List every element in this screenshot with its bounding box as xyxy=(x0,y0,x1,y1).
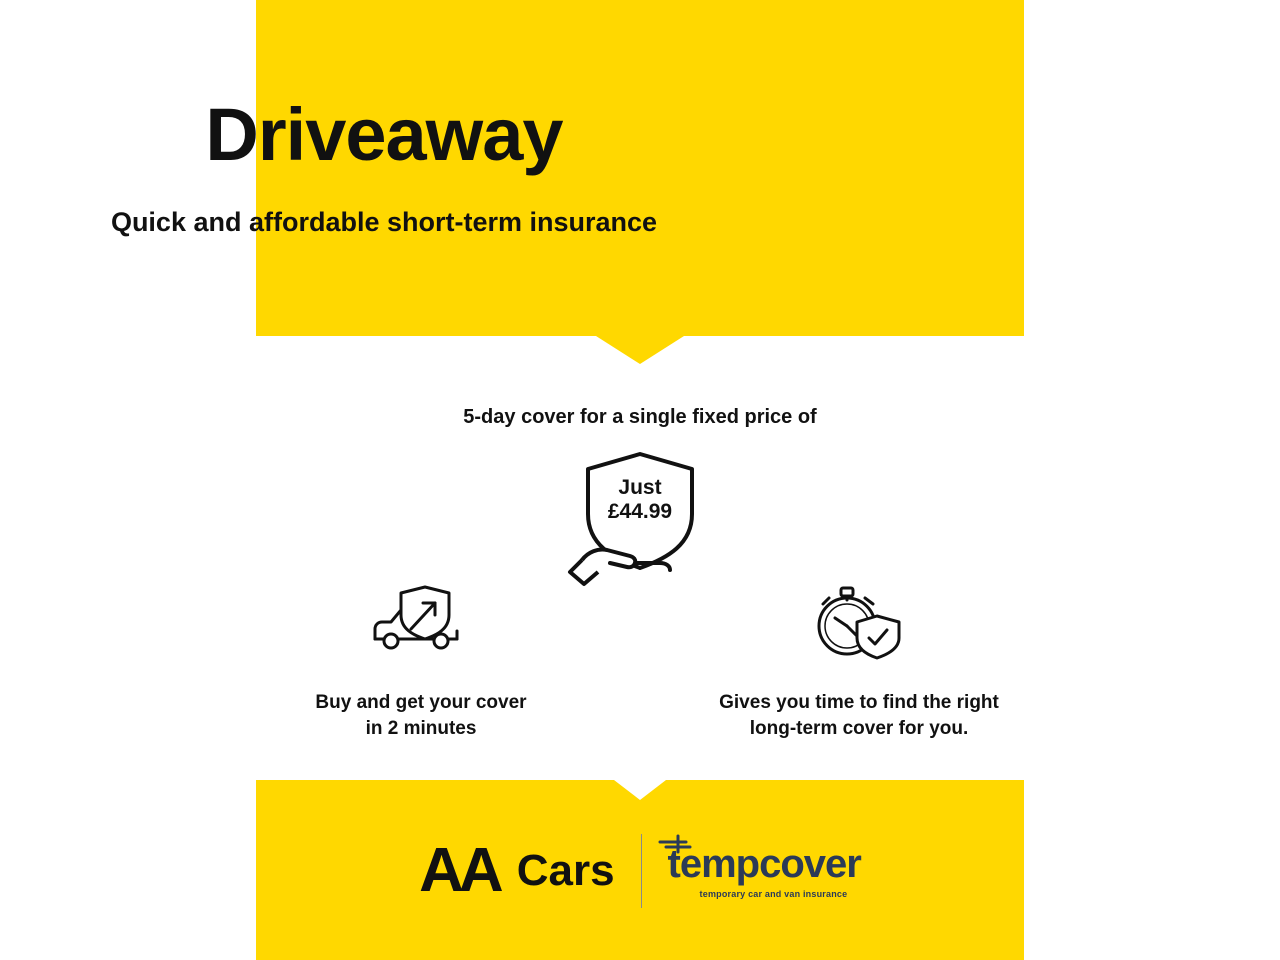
hand-holding-shield-icon xyxy=(560,448,720,588)
feature-text-line1: Buy and get your cover xyxy=(315,692,527,713)
stopwatch-check-shield-icon xyxy=(694,578,1024,664)
page-subtitle: Quick and affordable short-term insurance xyxy=(110,207,658,237)
car-shield-arrow-icon xyxy=(256,578,586,664)
feature-text xyxy=(256,690,586,741)
brand-divider xyxy=(641,834,642,908)
feature-text xyxy=(694,690,1024,741)
page-title: Driveaway xyxy=(205,93,563,176)
bottom-banner-notch xyxy=(614,780,666,800)
shield-price-label: Just xyxy=(618,476,662,499)
feature-text-line1: Gives you time to find the right xyxy=(719,692,999,713)
feature-item-buy-speed xyxy=(256,578,586,741)
feature-text-line2: in 2 minutes xyxy=(365,717,477,739)
feature-list xyxy=(256,578,1024,741)
tempcover-logo xyxy=(667,841,861,899)
feature-text-line2: long-term cover for you. xyxy=(749,717,969,739)
tempcover-tagline: temporary car and van insurance xyxy=(699,888,848,899)
price-lede: 5-day cover for a single fixed price of xyxy=(463,406,817,428)
tempcover-swoosh-icon xyxy=(656,834,696,861)
tempcover-wordmark: tempcover xyxy=(667,841,861,886)
brand-lockup xyxy=(256,830,1024,912)
feature-item-time xyxy=(694,578,1024,741)
aa-cars-label: Cars xyxy=(516,846,615,895)
top-banner-notch xyxy=(596,336,684,364)
shield-price-value: £44.99 xyxy=(607,500,673,524)
aa-logo: AA xyxy=(419,836,499,905)
